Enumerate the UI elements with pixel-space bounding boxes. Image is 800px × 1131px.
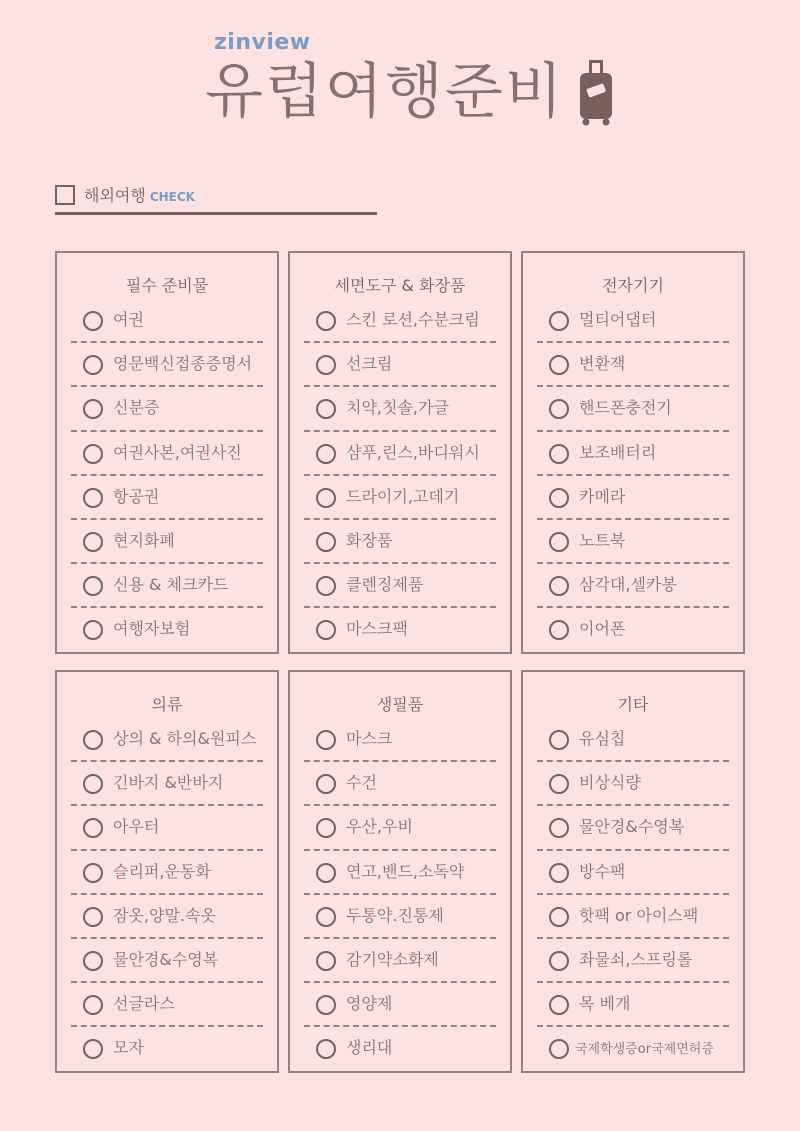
checklist-item-label: 상의 & 하의&원피스 <box>113 729 257 748</box>
panel-title: 세면도구 & 화장품 <box>334 276 466 295</box>
checklist-item[interactable] <box>304 851 496 895</box>
page-title: 유럽여행준비 <box>205 57 565 127</box>
checklist-item-label: 생리대 <box>346 1038 393 1058</box>
checklist-item-label: 영양제 <box>346 994 393 1014</box>
circle-checkbox-icon[interactable] <box>316 818 336 838</box>
checklist-panel-etc <box>521 670 745 1073</box>
circle-checkbox-icon[interactable] <box>549 532 569 552</box>
checklist-item-label: 방수팩 <box>579 861 626 881</box>
checklist-item-label: 유심칩 <box>579 729 626 748</box>
checklist-item[interactable] <box>71 895 263 939</box>
checklist-item[interactable] <box>304 299 496 343</box>
checklist-item[interactable] <box>537 1027 729 1071</box>
checklist-item-label: 우산,우비 <box>346 817 413 837</box>
checklist-item-label: 보조배터리 <box>579 442 657 462</box>
checklist-item[interactable] <box>537 608 729 652</box>
circle-checkbox-icon[interactable] <box>316 576 336 596</box>
circle-checkbox-icon[interactable] <box>549 863 569 883</box>
checklist-item[interactable] <box>71 564 263 608</box>
checklist-item-label: 슬리퍼,운동화 <box>113 861 211 881</box>
circle-checkbox-icon[interactable] <box>83 818 103 838</box>
checklist-item[interactable] <box>537 851 729 895</box>
circle-checkbox-icon[interactable] <box>83 995 103 1015</box>
circle-checkbox-icon[interactable] <box>549 818 569 838</box>
checklist-item[interactable] <box>304 387 496 431</box>
panel-title: 생필품 <box>376 695 424 714</box>
checklist-item-label: 샴푸,린스,바디워시 <box>346 442 480 462</box>
checklist-item-label: 영문백신접종증명서 <box>113 354 253 374</box>
checklist-item-label: 수건 <box>346 773 377 793</box>
checklist-item[interactable] <box>537 718 729 762</box>
circle-checkbox-icon[interactable] <box>549 444 569 464</box>
check-header-label: 해외여행 <box>84 186 146 205</box>
checklist-item-label: 여행자보험 <box>113 619 191 639</box>
checklist-item-label: 두통약.진통제 <box>346 905 444 925</box>
circle-checkbox-icon[interactable] <box>83 774 103 794</box>
checklist-item-label: 물안경&수영복 <box>579 817 685 837</box>
checklist-item[interactable] <box>71 1027 263 1071</box>
circle-checkbox-icon[interactable] <box>316 488 336 508</box>
circle-checkbox-icon[interactable] <box>549 576 569 596</box>
checklist-item-label: 멀티어댑터 <box>579 310 657 329</box>
circle-checkbox-icon[interactable] <box>316 620 336 640</box>
checklist <box>304 299 496 653</box>
checkbox-icon[interactable] <box>55 185 75 205</box>
checklist-item-label: 핫팩 or 아이스팩 <box>579 905 699 925</box>
circle-checkbox-icon[interactable] <box>83 399 103 419</box>
checklist-item-label: 물안경&수영복 <box>113 949 219 969</box>
checklist-item[interactable] <box>71 983 263 1027</box>
checklist-item[interactable] <box>537 895 729 939</box>
checklist-panel-necessities <box>288 670 512 1073</box>
checklist-item-label: 신용 & 체크카드 <box>113 575 229 595</box>
checklist-panel-clothing <box>55 670 279 1073</box>
checklist-item[interactable] <box>304 718 496 762</box>
checklist-item[interactable] <box>537 983 729 1027</box>
checklist-panel-toiletries <box>288 251 512 654</box>
circle-checkbox-icon[interactable] <box>549 951 569 971</box>
circle-checkbox-icon[interactable] <box>83 907 103 927</box>
checklist-item[interactable] <box>304 983 496 1027</box>
circle-checkbox-icon[interactable] <box>549 311 569 331</box>
checklist-item[interactable] <box>304 762 496 806</box>
panel-title: 전자기기 <box>602 276 664 295</box>
circle-checkbox-icon[interactable] <box>549 907 569 927</box>
circle-checkbox-icon[interactable] <box>316 532 336 552</box>
checklist-item-label: 삼각대,셀카봉 <box>579 575 677 595</box>
overseas-check-header <box>55 185 377 215</box>
checklist-item-label: 변환잭 <box>579 354 626 374</box>
checklist-item-label: 항공권 <box>113 486 160 506</box>
circle-checkbox-icon[interactable] <box>549 730 569 750</box>
checklist-item-label: 현지화폐 <box>113 530 175 550</box>
checklist-item-label: 치약,칫솔,가글 <box>346 398 449 418</box>
circle-checkbox-icon[interactable] <box>316 907 336 927</box>
circle-checkbox-icon[interactable] <box>83 576 103 596</box>
luggage-icon <box>578 60 614 126</box>
checklist-item[interactable] <box>537 564 729 608</box>
checklist-item-label: 스킨 로션,수분크림 <box>346 310 480 329</box>
checklist-item[interactable] <box>71 343 263 387</box>
checklist-item[interactable] <box>71 718 263 762</box>
checklist-item[interactable] <box>537 939 729 983</box>
circle-checkbox-icon[interactable] <box>549 399 569 419</box>
circle-checkbox-icon[interactable] <box>316 355 336 375</box>
circle-checkbox-icon[interactable] <box>316 399 336 419</box>
checklist-item-label: 국제학생증or국제면허증 <box>575 1042 714 1058</box>
checklist-item[interactable] <box>71 476 263 520</box>
checklist-item-label: 아우터 <box>113 817 160 837</box>
checklist-item-label: 선글라스 <box>113 994 175 1014</box>
checklist-item[interactable] <box>304 1027 496 1071</box>
checklist <box>537 299 729 653</box>
checklist-item[interactable] <box>537 387 729 431</box>
checklist-item[interactable] <box>71 432 263 476</box>
circle-checkbox-icon[interactable] <box>316 1039 336 1059</box>
checklist-item[interactable] <box>71 762 263 806</box>
checklist-item-label: 노트북 <box>579 530 626 550</box>
checklist-item[interactable] <box>537 299 729 343</box>
checklist-item-label: 핸드폰충전기 <box>579 398 672 418</box>
circle-checkbox-icon[interactable] <box>549 995 569 1015</box>
checklist <box>304 718 496 1072</box>
checklist-item[interactable] <box>71 608 263 652</box>
checklist-item-label: 잠옷,양말.속옷 <box>113 905 216 925</box>
checklist-item-label: 감기약소화제 <box>346 949 439 969</box>
checklist-item-label: 신분증 <box>113 398 160 418</box>
panel-title: 기타 <box>617 695 649 714</box>
checklist-item[interactable] <box>537 806 729 850</box>
checklist-panel-essentials <box>55 251 279 654</box>
checklist-item-label: 선크림 <box>346 354 393 374</box>
checklist-item[interactable] <box>304 806 496 850</box>
circle-checkbox-icon[interactable] <box>316 774 336 794</box>
circle-checkbox-icon[interactable] <box>549 355 569 375</box>
checklist-item[interactable] <box>304 608 496 652</box>
circle-checkbox-icon[interactable] <box>316 951 336 971</box>
checklist-item[interactable] <box>304 895 496 939</box>
checklist-item-label: 마스크팩 <box>346 619 408 639</box>
circle-checkbox-icon[interactable] <box>549 1039 569 1059</box>
circle-checkbox-icon[interactable] <box>549 774 569 794</box>
checklist-item[interactable] <box>71 299 263 343</box>
check-header-label-en: CHECK <box>149 190 195 204</box>
checklist-item[interactable] <box>304 564 496 608</box>
checklist-item-label: 좌물쇠,스프링롤 <box>579 949 693 969</box>
panel-title: 의류 <box>151 695 183 714</box>
checklist-item[interactable] <box>537 520 729 564</box>
checklist-item[interactable] <box>537 762 729 806</box>
checklist-item[interactable] <box>304 432 496 476</box>
circle-checkbox-icon[interactable] <box>83 444 103 464</box>
circle-checkbox-icon[interactable] <box>83 730 103 750</box>
checklist-item-label: 마스크 <box>346 729 393 748</box>
circle-checkbox-icon[interactable] <box>316 311 336 331</box>
checklist-panel-electronics <box>521 251 745 654</box>
checklist-item-label: 카메라 <box>579 486 626 506</box>
circle-checkbox-icon[interactable] <box>83 311 103 331</box>
circle-checkbox-icon[interactable] <box>83 488 103 508</box>
checklist-item-label: 드라이기,고데기 <box>346 486 460 506</box>
checklist-item-label: 연고,밴드,소독약 <box>346 861 465 881</box>
checklist-item-label: 클렌징제품 <box>346 575 424 595</box>
circle-checkbox-icon[interactable] <box>83 951 103 971</box>
checklist-item-label: 이어폰 <box>579 619 626 639</box>
checklist-item-label: 비상식량 <box>579 773 641 793</box>
panel-title: 필수 준비물 <box>125 276 209 295</box>
checklist-item[interactable] <box>71 387 263 431</box>
circle-checkbox-icon[interactable] <box>316 444 336 464</box>
circle-checkbox-icon[interactable] <box>316 863 336 883</box>
circle-checkbox-icon[interactable] <box>83 355 103 375</box>
circle-checkbox-icon[interactable] <box>549 620 569 640</box>
checklist-item[interactable] <box>537 476 729 520</box>
brand-logo: zinview <box>214 30 311 55</box>
circle-checkbox-icon[interactable] <box>83 1039 103 1059</box>
checklist-item[interactable] <box>304 476 496 520</box>
checklist-item-label: 여권 <box>113 310 144 329</box>
checklist-item-label: 모자 <box>113 1038 144 1058</box>
checklist <box>71 299 263 653</box>
circle-checkbox-icon[interactable] <box>316 730 336 750</box>
checklist-item[interactable] <box>71 851 263 895</box>
circle-checkbox-icon[interactable] <box>83 532 103 552</box>
circle-checkbox-icon[interactable] <box>83 620 103 640</box>
checklist <box>537 718 729 1072</box>
circle-checkbox-icon[interactable] <box>316 995 336 1015</box>
checklist-item[interactable] <box>304 939 496 983</box>
checklist-item[interactable] <box>304 520 496 564</box>
checklist-item[interactable] <box>304 343 496 387</box>
checklist-item[interactable] <box>71 939 263 983</box>
circle-checkbox-icon[interactable] <box>549 488 569 508</box>
checklist-item-label: 목 베개 <box>579 994 631 1014</box>
checklist-item[interactable] <box>71 520 263 564</box>
checklist-item-label: 긴바지 &반바지 <box>113 773 224 793</box>
checklist <box>71 718 263 1072</box>
circle-checkbox-icon[interactable] <box>83 863 103 883</box>
checklist-item[interactable] <box>71 806 263 850</box>
checklist-item[interactable] <box>537 432 729 476</box>
checklist-item-label: 여권사본,여권사진 <box>113 442 242 462</box>
checklist-item[interactable] <box>537 343 729 387</box>
checklist-item-label: 화장품 <box>346 530 393 550</box>
divider <box>55 212 377 215</box>
